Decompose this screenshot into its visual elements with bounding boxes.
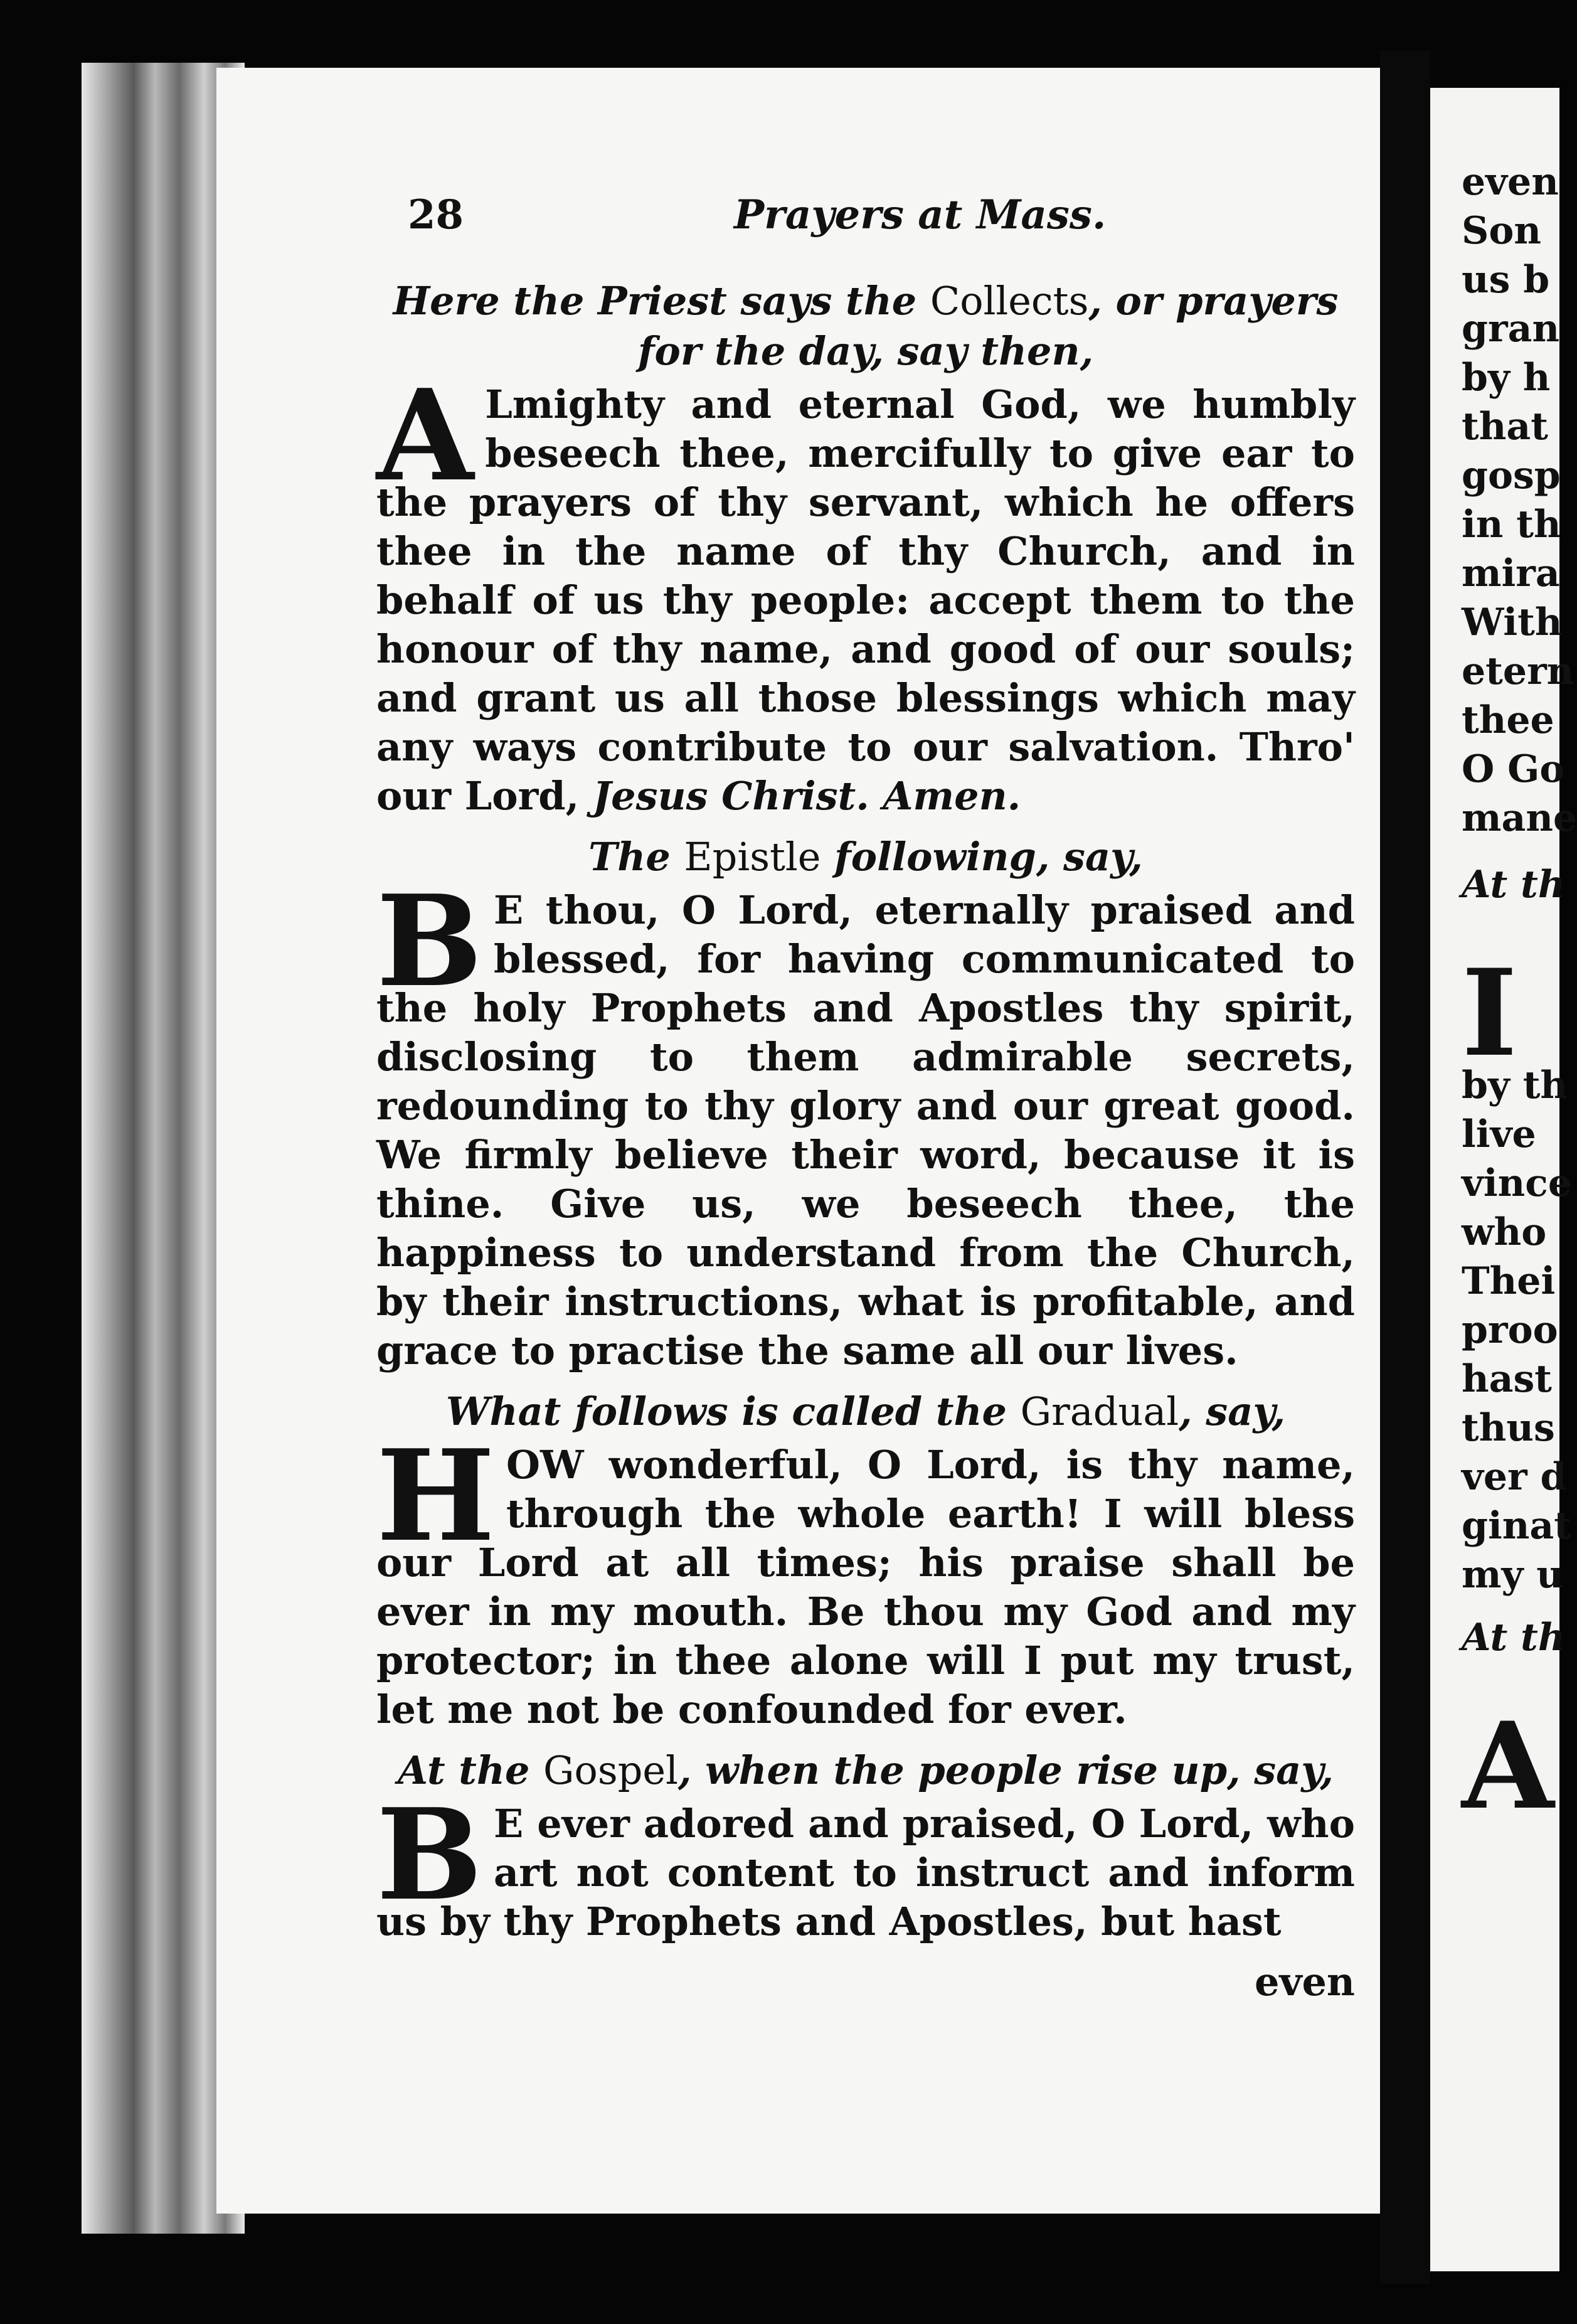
- facing-fragment: live: [1462, 1112, 1536, 1156]
- facing-fragment: hast: [1462, 1357, 1552, 1401]
- drop-cap: B: [376, 868, 483, 1015]
- facing-fragment: O Go: [1462, 747, 1565, 791]
- book-gutter: [1380, 50, 1430, 2284]
- facing-fragment: Thei: [1462, 1259, 1556, 1303]
- facing-fragment: thus: [1462, 1406, 1555, 1450]
- facing-fragment: gosp: [1462, 454, 1561, 498]
- facing-fragment: proo: [1462, 1308, 1558, 1352]
- facing-fragment: my u: [1462, 1553, 1564, 1597]
- facing-page: [1430, 88, 1577, 2271]
- rubric-epistle: The Epistle following, say,: [588, 834, 1143, 880]
- prayer-gradual: HOW wonderful, O Lord, is thy name, through the whole earth! I will bless our Lord at all times; his praise shall be ever in my mouth. Be thou my God and my protector; in thee alone will I put my trust, let me not be confounded for ever.: [376, 1422, 1355, 1732]
- facing-fragment: etern: [1462, 649, 1574, 693]
- facing-fragment: vince: [1462, 1161, 1572, 1205]
- facing-dropcap: I: [1462, 943, 1517, 1083]
- running-head: Prayers at Mass.: [734, 191, 1107, 238]
- rubric-gradual: What follows is called the Gradual, say,: [445, 1389, 1286, 1434]
- facing-fragment: Son: [1462, 209, 1541, 253]
- prayer-collects: A Lmighty and eternal God, we humbly beseech thee, mercifully to give ear to the prayers of thy servant, which he offers thee in the name of thy Church, and in behalf of us thy people: accept them to the honour of thy name, and good of our souls; and grant us all those blessings which may any ways contribute to our salvation. Thro' our Lord, Jesus Christ. Amen.: [376, 362, 1355, 819]
- facing-fragment: ver d: [1462, 1455, 1567, 1499]
- facing-fragment: mira: [1462, 552, 1560, 595]
- prayer-gospel: B E ever adored and praised, O Lord, who art not content to instruct and inform us by thy Prophets and Apostles, but hast: [376, 1781, 1355, 1944]
- facing-fragment: thee: [1462, 698, 1554, 742]
- page-body: [376, 276, 1355, 2007]
- facing-fragment: gran: [1462, 307, 1560, 351]
- facing-fragment: that: [1462, 405, 1548, 449]
- facing-fragment: ginat: [1462, 1504, 1571, 1548]
- drop-cap: A: [376, 362, 474, 509]
- prayer-epistle: B E thou, O Lord, eternally praised and blessed, for having communicated to the holy Prophets and Apostles thy spirit, disclosing to them admirable secrets, redounding to thy glory and our great good. We firmly believe their word, because it is thine. Give us, we beseech thee, the happiness to understand from the Church, by their instructions, what is profitable, and grace to practise the same all our lives.: [376, 868, 1355, 1373]
- facing-fragment: At th: [1462, 863, 1566, 907]
- facing-fragment: by h: [1462, 356, 1551, 400]
- rubric-collects: Here the Priest says the Collects, or prayers for the day, say then,: [393, 278, 1339, 374]
- page-number: 28: [408, 191, 464, 238]
- facing-fragment: in th: [1462, 503, 1561, 546]
- facing-fragment: At th: [1462, 1616, 1566, 1660]
- facing-fragment: us b: [1462, 258, 1550, 302]
- catchword: even: [1255, 1959, 1355, 2005]
- facing-fragment: by th: [1462, 1063, 1568, 1107]
- facing-dropcap: A: [1462, 1696, 1554, 1836]
- facing-fragment: who: [1462, 1210, 1547, 1254]
- rubric-gospel: At the Gospel, when the people rise up, say,: [398, 1747, 1334, 1793]
- drop-cap: B: [376, 1781, 483, 1929]
- facing-fragment: even: [1462, 160, 1559, 204]
- facing-fragment: With: [1462, 600, 1563, 644]
- drop-cap: H: [376, 1422, 495, 1570]
- facing-fragment: mane: [1462, 796, 1577, 840]
- page-header: [408, 191, 1349, 248]
